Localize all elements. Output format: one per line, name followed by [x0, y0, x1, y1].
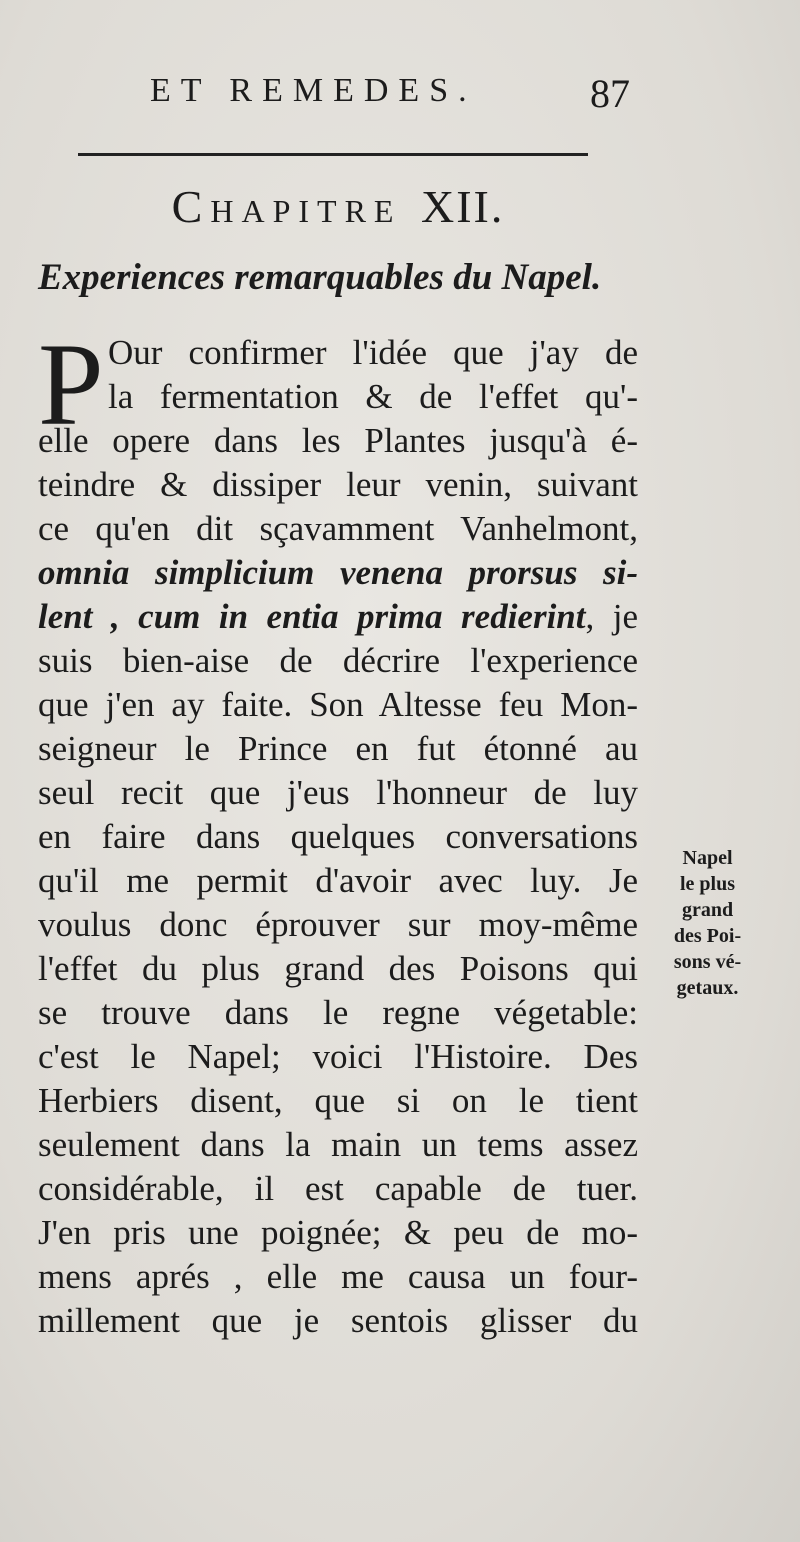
text-line: en faire dans quelques conversations — [38, 817, 638, 856]
text-line: seul recit que j'eus l'honneur de luy — [38, 773, 638, 812]
text-line: teindre & dissiper leur venin, suivant — [38, 465, 638, 504]
margin-note-line: grand — [681, 899, 734, 921]
text-line: la fermentation & de l'effet qu'- — [108, 377, 638, 416]
text-line: seulement dans la main un tems assez — [38, 1125, 638, 1164]
text-line: l'effet du plus grand des Poisons qui — [38, 949, 638, 988]
text-line: c'est le Napel; voici l'Histoire. Des — [38, 1037, 638, 1076]
text-line: qu'il me permit d'avoir avec luy. Je — [38, 861, 638, 900]
page-number: 87 — [590, 71, 630, 116]
text-line: elle opere dans les Plantes jusqu'à é- — [38, 421, 638, 460]
text-line: millement que je sentois glisser du — [38, 1301, 638, 1340]
chapter-heading — [78, 180, 598, 233]
page-header — [150, 70, 640, 120]
margin-note-line: Napel — [682, 847, 733, 869]
text-line: suis bien-aise de décrire l'experience — [38, 641, 638, 680]
latin-fragment: lent , cum in entia prima redierint — [38, 597, 586, 636]
chapter-label: Chapitre — [171, 181, 402, 232]
text-line: J'en pris une poignée; & peu de mo- — [38, 1213, 638, 1252]
drop-cap: P — [38, 319, 104, 450]
text-fragment: , je — [585, 597, 638, 636]
text-line: seigneur le Prince en fut étonné au — [38, 729, 638, 768]
margin-note-line: des Poi- — [673, 925, 742, 947]
margin-note-line: le plus — [679, 873, 736, 895]
chapter-title: Experiences remarquables du Napel. — [38, 257, 602, 298]
chapter-number: XII. — [420, 181, 505, 232]
margin-note — [650, 845, 765, 1001]
text-line: Our confirmer l'idée que j'ay de — [108, 333, 638, 372]
text-line: considérable, il est capable de tuer. — [38, 1169, 638, 1208]
text-line: voulus donc éprouver sur moy-même — [38, 905, 638, 944]
text-line: que j'en ay faite. Son Altesse feu Mon- — [38, 685, 638, 724]
margin-note-line: getaux. — [676, 977, 739, 999]
text-line-latin: omnia simplicium venena prorsus si- — [38, 553, 638, 592]
header-rule — [78, 153, 588, 156]
text-line: ce qu'en dit sçavamment Vanhelmont, — [38, 509, 638, 548]
text-line: mens aprés , elle me causa un four- — [38, 1257, 638, 1296]
text-line: se trouve dans le regne végetable: — [38, 993, 638, 1032]
text-line-latin — [38, 597, 638, 637]
running-title: ET REMEDES. — [150, 72, 477, 109]
text-line: Herbiers disent, que si on le tient — [38, 1081, 638, 1120]
margin-note-line: sons vé- — [673, 951, 742, 973]
